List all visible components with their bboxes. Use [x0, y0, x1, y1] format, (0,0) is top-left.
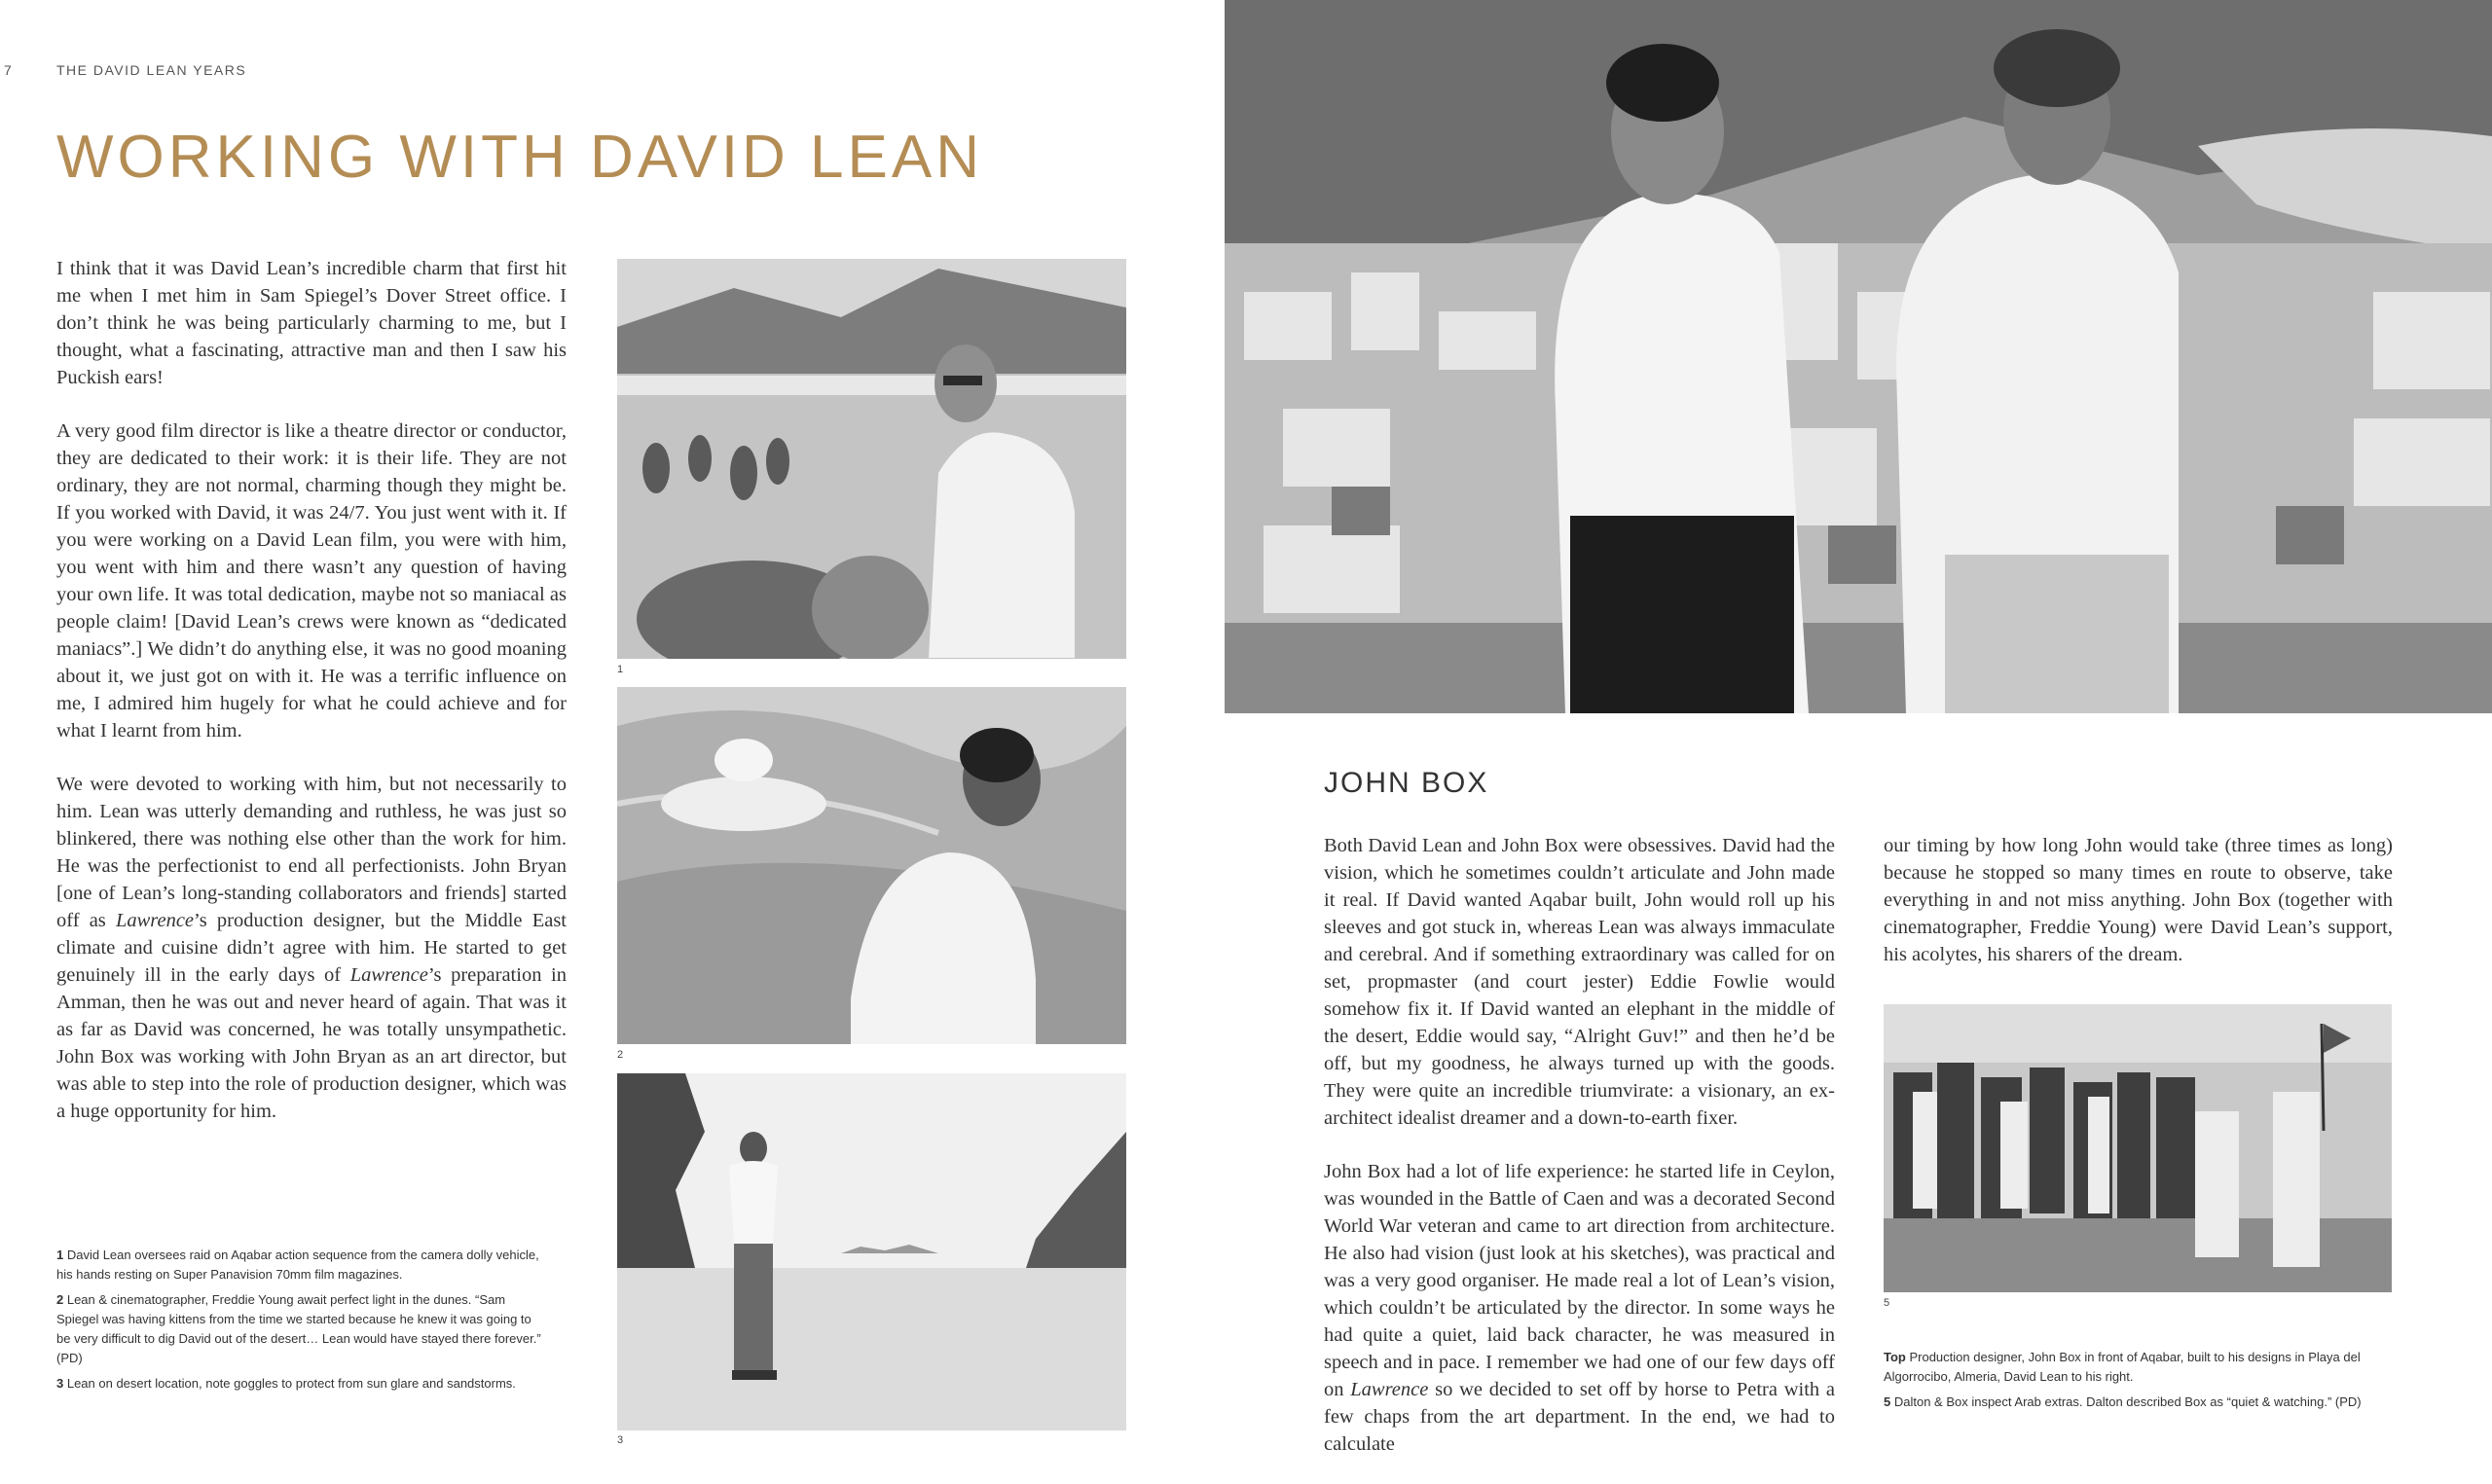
- captions-right: [1884, 1348, 2390, 1418]
- body-paragraph: A very good film director is like a theatre director or conductor, they are dedicated to their work: it is their life. They are not ordinary, they are not normal, charming though they might be. If you worked with David, it was 24/7. You just went with it. If you were working on a David Lean film, you were with him, you went with him and there wasn’t any question of having your own life. It was total dedication, maybe not so maniacal as people claim! [David Lean’s crews were known as “dedicated maniacs”.] We didn’t do anything else, it was no good moaning about it, we just got on with it. He was a terrific influence on me, I admired him hugely for what he could achieve and for what I learnt from him.: [56, 420, 567, 742]
- caption-number: Top: [1884, 1350, 1906, 1364]
- caption: [1884, 1393, 2390, 1412]
- caption-number: 5: [1884, 1394, 1891, 1409]
- figure-number: 1: [617, 664, 624, 675]
- caption-text: Production designer, John Box in front of Aqabar, built to his designs in Playa del Algorrocibo, Almeria, David Lean to his right.: [1884, 1350, 2361, 1384]
- body-paragraph: Both David Lean and John Box were obsessives. David had the vision, which he sometimes couldn’t articulate and John made it real. If David wanted Aqabar built, John would roll up his sleeves and got stuck in, whereas Lean was always immaculate and cerebral. And if something extraordinary was called for on set, propmaster (and court jester) Eddie Fowlie would somehow fix it. If David wanted an elephant in the middle of the desert, Eddie would say, “Alright Guv!” and then he’d be off, but my goodness, he always turned up with the goods. They were quite an incredible triumvirate: a visionary, an ex-architect idealist dreamer and a down-to-earth fixer.: [1324, 835, 1835, 1129]
- caption-number: 2: [56, 1292, 64, 1307]
- caption: [56, 1374, 543, 1394]
- film-title: Lawrence: [115, 910, 195, 931]
- caption-text: Lean on desert location, note goggles to protect from sun glare and sandstorms.: [63, 1376, 516, 1391]
- text-run: We were devoted to working with him, but not necessarily to him. Lean was utterly demanding and ruthless, he was just so blinkered, there was nothing else other than the work for him. He was the perfectionist to end all perfectionists. John Bryan [one of Lean’s long-standing collaborators and friends] started off as: [56, 774, 567, 931]
- captions-left: [56, 1246, 543, 1399]
- body-paragraph: our timing by how long John would take (three times as long) because he stopped so many times en route to observe, take everything in and not miss anything. John Box (together with cinematographer, Freddie Young) were David Lean’s support, his acolytes, his sharers of the dream.: [1884, 835, 2393, 965]
- caption-text: David Lean oversees raid on Aqabar action sequence from the camera dolly vehicle, his hands resting on Super Panavision 70mm film magazines.: [56, 1248, 539, 1282]
- running-head: THE DAVID LEAN YEARS: [56, 62, 247, 78]
- photo-lean-camera-dolly: [617, 259, 1126, 659]
- page-title: WORKING WITH DAVID LEAN: [56, 124, 984, 191]
- body-column-right: [1884, 832, 2393, 995]
- body-column-middle: [1324, 832, 1835, 1484]
- film-title: Lawrence: [349, 964, 428, 986]
- caption: [56, 1246, 543, 1285]
- section-heading: JOHN BOX: [1324, 767, 1489, 799]
- caption-text: Lean & cinematographer, Freddie Young await perfect light in the dunes. “Sam Spiegel was having kittens from the time we started because he knew it was going to be very difficult to dig David out of the desert… Lean would have stayed there forever.” (PD): [56, 1292, 541, 1365]
- text-run: John Box had a lot of life experience: he started life in Ceylon, was wounded in the Battle of Caen and was a decorated Second World War veteran and came to art direction from architecture. He also had vision (just look at his sketches), was practical and was a very good organiser. He made real a lot of Lean’s vision, which couldn’t be articulated by the director. In some ways he had quite a quiet, laid back character, he was measured in speech and in pace. I remember we had one of our few days off on: [1324, 1161, 1835, 1400]
- caption: [56, 1290, 543, 1368]
- caption-text: Dalton & Box inspect Arab extras. Dalton described Box as “quiet & watching.” (PD): [1890, 1394, 2362, 1409]
- body-paragraph: [56, 771, 567, 1125]
- caption-number: 3: [56, 1376, 64, 1391]
- caption-number: 1: [56, 1248, 64, 1262]
- text-run: ’s preparation in Amman, then he was out and never heard of again. That was it as far as David was concerned, he was totally unsympathetic. John Box was working with John Bryan as an art director, but was able to step into the role of production designer, which was a huge opportunity for him.: [56, 964, 567, 1122]
- page-number: 7: [4, 62, 14, 78]
- text-run: ’s production designer, but the Middle East climate and cuisine didn’t agree with him. He started to get genuinely ill in the early days of: [56, 910, 567, 986]
- caption: [1884, 1348, 2390, 1387]
- text-run: so we decided to set off by horse to Petra with a few chaps from the art department. In the end, we had to calculate: [1324, 1379, 1836, 1455]
- figure-number: 3: [617, 1434, 624, 1446]
- photo-box-lean-aqabar: [1225, 0, 2492, 713]
- figure-number: 2: [617, 1049, 624, 1061]
- photo-lean-young-dunes: [617, 687, 1126, 1044]
- film-title: Lawrence: [1350, 1379, 1429, 1400]
- photo-dalton-box-extras: [1884, 1004, 2392, 1292]
- figure-number: 5: [1884, 1297, 1890, 1309]
- photo-lean-desert-location: [617, 1073, 1126, 1430]
- body-paragraph: [1324, 1158, 1835, 1458]
- body-paragraph: I think that it was David Lean’s incredible charm that first hit me when I met him in Sam Spiegel’s Dover Street office. I don’t think he was being particularly charming to me, but I thought, what a fascinating, attractive man and then I saw his Puckish ears!: [56, 258, 567, 388]
- body-column-left: [56, 255, 567, 1151]
